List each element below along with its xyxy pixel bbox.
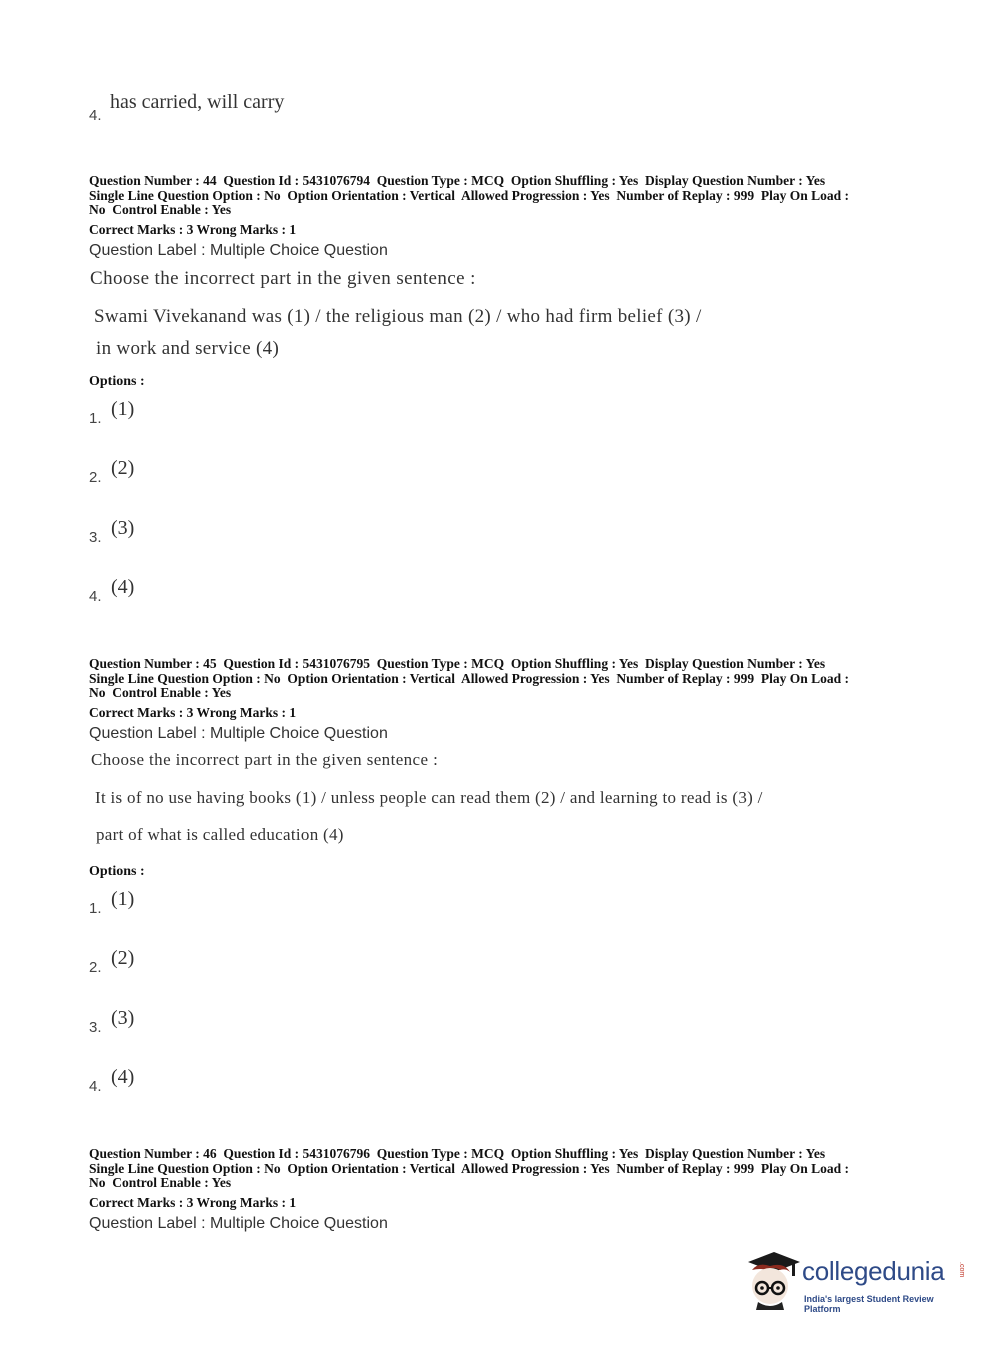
q45-option-3[interactable] xyxy=(89,1007,289,1039)
q44-option-4[interactable] xyxy=(89,576,289,608)
q46-marks: Correct Marks : 3 Wrong Marks : 1 xyxy=(89,1195,297,1210)
q44-prompt: Choose the incorrect part in the given sentence : xyxy=(90,268,476,289)
q45-marks: Correct Marks : 3 Wrong Marks : 1 xyxy=(89,705,297,720)
mascot-icon xyxy=(740,1248,802,1310)
q44-meta: Question Number : 44 Question Id : 5431076794 Question Type : MCQ Option Shuffling : Yes Display Question Number : Yes Single Line Question Option : No Option Orientation : Vertical Allowed Progression : Yes Number of Replay : 999 Play On Load : No Control Enable : Yes xyxy=(89,173,850,217)
prev-option-number: 4. xyxy=(89,107,102,124)
q44-option-3[interactable] xyxy=(89,517,289,549)
q45-sentence-line2: part of what is called education (4) xyxy=(96,825,344,844)
q45-meta: Question Number : 45 Question Id : 5431076795 Question Type : MCQ Option Shuffling : Yes Display Question Number : Yes Single Line Question Option : No Option Orientation : Vertical Allowed Progression : Yes Number of Replay : 999 Play On Load : No Control Enable : Yes xyxy=(89,656,850,700)
option-text: (3) xyxy=(111,1007,135,1029)
option-number: 1. xyxy=(89,900,102,917)
option-text: (4) xyxy=(111,1066,135,1088)
q44-option-2[interactable] xyxy=(89,457,289,489)
q45-option-2[interactable] xyxy=(89,947,289,979)
option-text: (4) xyxy=(111,576,135,598)
option-number: 4. xyxy=(89,1078,102,1095)
logo-wordmark: collegedunia xyxy=(802,1256,945,1286)
q44-label: Question Label : Multiple Choice Question xyxy=(89,242,388,259)
option-text: (3) xyxy=(111,517,135,539)
option-number: 3. xyxy=(89,1019,102,1036)
q45-options-header: Options : xyxy=(89,864,145,879)
logo-dotcom: .com xyxy=(958,1262,965,1278)
option-number: 4. xyxy=(89,588,102,605)
q45-label: Question Label : Multiple Choice Question xyxy=(89,725,388,742)
q45-sentence-line1: It is of no use having books (1) / unless people can read them (2) / and learning to read is (3) / xyxy=(95,788,763,807)
q44-marks: Correct Marks : 3 Wrong Marks : 1 xyxy=(89,222,297,237)
option-number: 3. xyxy=(89,529,102,546)
q45-option-1[interactable] xyxy=(89,888,289,920)
collegedunia-logo xyxy=(740,1248,970,1318)
q44-options-header: Options : xyxy=(89,374,145,389)
q44-option-1[interactable] xyxy=(89,398,289,430)
q45-prompt: Choose the incorrect part in the given sentence : xyxy=(91,750,439,769)
option-text: (2) xyxy=(111,947,135,969)
option-number: 2. xyxy=(89,959,102,976)
prev-option-text: has carried, will carry xyxy=(110,91,285,113)
q46-label: Question Label : Multiple Choice Question xyxy=(89,1215,388,1232)
option-text: (1) xyxy=(111,888,135,910)
q44-sentence-line1: Swami Vivekanand was (1) / the religious man (2) / who had firm belief (3) / xyxy=(94,306,702,327)
q44-sentence-line2: in work and service (4) xyxy=(96,338,280,359)
option-number: 1. xyxy=(89,410,102,427)
option-text: (2) xyxy=(111,457,135,479)
logo-tagline: India's largest Student Review Platform xyxy=(804,1294,934,1314)
option-text: (1) xyxy=(111,398,135,420)
q45-option-4[interactable] xyxy=(89,1066,289,1098)
option-number: 2. xyxy=(89,469,102,486)
q46-meta: Question Number : 46 Question Id : 5431076796 Question Type : MCQ Option Shuffling : Yes Display Question Number : Yes Single Line Question Option : No Option Orientation : Vertical Allowed Progression : Yes Number of Replay : 999 Play On Load : No Control Enable : Yes xyxy=(89,1146,850,1190)
